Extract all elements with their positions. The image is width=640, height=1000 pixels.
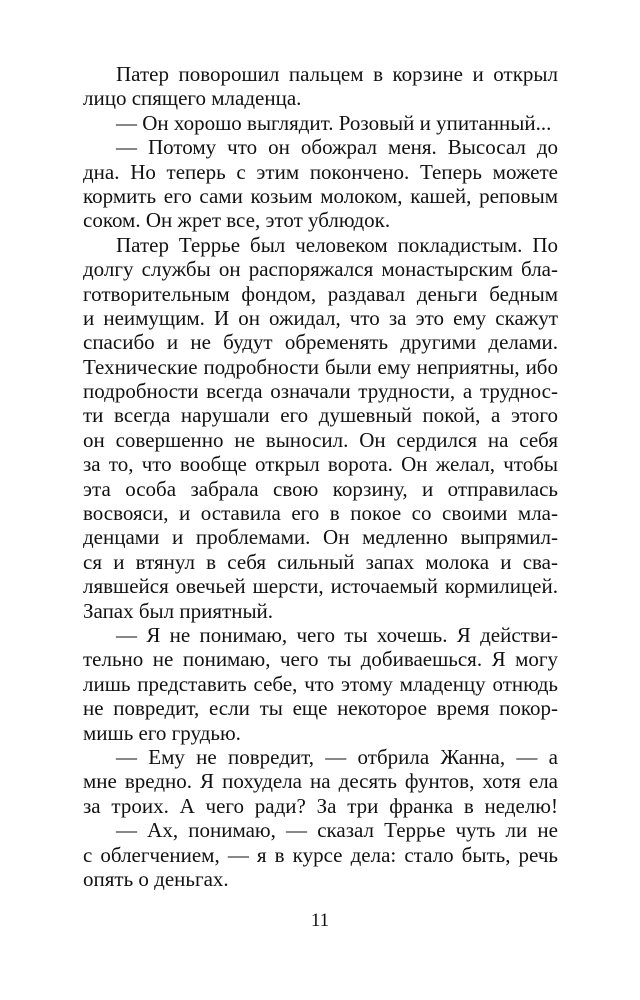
text-line: лявшейся овечьей шерсти, источаемый кормилицей. bbox=[83, 574, 558, 599]
text-line: за троих. А чего ради? За три франка в неделю! bbox=[83, 793, 558, 818]
text-line: он совершенно не выносил. Он сердился на себя bbox=[83, 427, 558, 452]
text-line: спасибо и не будут обременять другими делами. bbox=[83, 330, 558, 355]
text-line: дна. Но теперь с этим покончено. Теперь можете bbox=[83, 159, 558, 184]
text-line: тельно не понимаю, чего ты добиваешься. Я могу bbox=[83, 647, 558, 672]
text-line: Патер Террье был человеком покладистым. По bbox=[116, 232, 558, 257]
text-line: опять о деньгах. bbox=[83, 866, 229, 891]
text-line: — Потому что он обожрал меня. Высосал до bbox=[116, 135, 558, 160]
text-line: Технические подробности были ему неприятны, ибо bbox=[83, 354, 558, 379]
text-line: и неимущим. И он ожидал, что за это ему скажут bbox=[83, 305, 558, 330]
text-line: Патер поворошил пальцем в корзине и открыл bbox=[116, 62, 558, 86]
text-line: ти всегда нарушали его душевный покой, а этого bbox=[83, 403, 558, 428]
text-line: — Он хорошо выглядит. Розовый и упитанный... bbox=[116, 110, 552, 135]
body-text bbox=[83, 62, 558, 891]
text-line: денцами и проблемами. Он медленно выпрямил- bbox=[83, 525, 558, 550]
text-line: эта особа забрала свою корзину, и отправилась bbox=[83, 476, 558, 501]
text-line: мне вредно. Я похудела на десять фунтов, хотя ела bbox=[83, 769, 558, 794]
text-line: восвояси, и оставила его в покое со своими мла- bbox=[83, 501, 558, 526]
text-line: Запах был приятный. bbox=[83, 598, 274, 623]
text-line: не повредит, если ты еще некоторое время покор- bbox=[83, 696, 558, 721]
text-line: готворительным фондом, раздавал деньги бедным bbox=[83, 281, 558, 306]
text-line: с облегчением, — я в курсе дела: стало быть, речь bbox=[83, 842, 558, 867]
text-line: долгу службы он распоряжался монастырским бла- bbox=[83, 257, 558, 282]
text-line: — Ах, понимаю, — сказал Террье чуть ли не bbox=[116, 818, 558, 843]
text-line: за то, что вообще открыл ворота. Он желал, чтобы bbox=[83, 452, 558, 477]
text-line: мишь его грудью. bbox=[83, 720, 241, 745]
page-number: 11 bbox=[310, 910, 330, 931]
text-line: лишь представить себе, что этому младенцу отнюдь bbox=[83, 671, 558, 696]
text-line: лицо спящего младенца. bbox=[83, 86, 302, 111]
text-line: подробности всегда означали трудности, а труднос- bbox=[83, 379, 558, 404]
text-line: кормить его сами козьим молоком, кашей, реповым bbox=[83, 183, 558, 208]
text-line: ся и втянул в себя сильный запах молока и сва- bbox=[83, 549, 558, 574]
text-line: — Ему не повредит, — отбрила Жанна, — а bbox=[116, 744, 558, 769]
text-line: соком. Он жрет все, этот ублюдок. bbox=[83, 208, 391, 233]
text-line: — Я не понимаю, чего ты хочешь. Я действи- bbox=[116, 622, 558, 647]
